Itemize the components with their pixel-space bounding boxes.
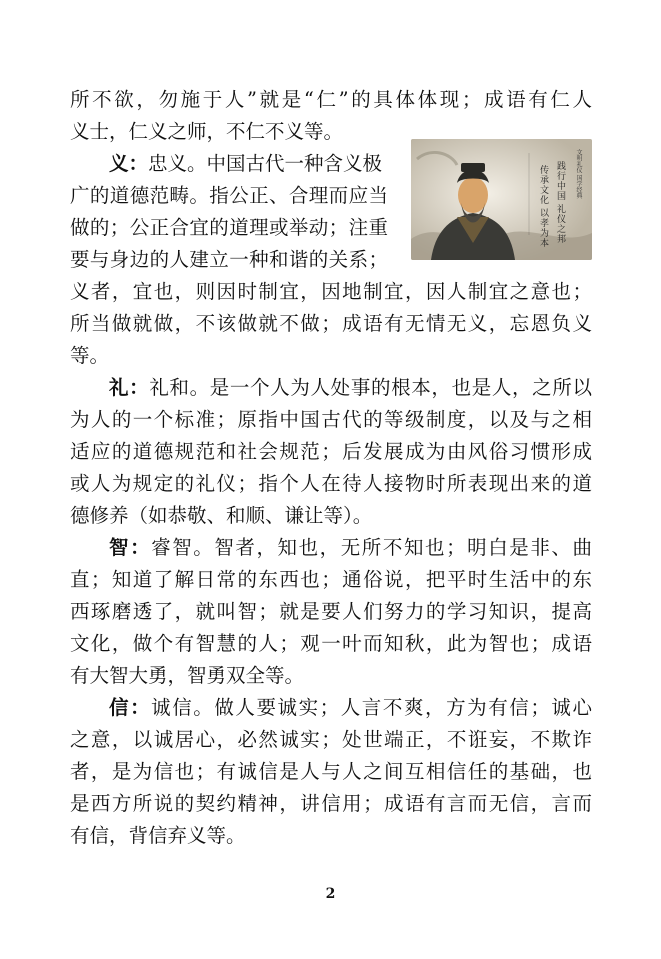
- page-number: 2: [325, 886, 336, 902]
- paragraph-text: 忠义。中国古代一种含义极: [148, 152, 383, 175]
- text-line: 等。: [70, 344, 110, 367]
- figure-small-text: 文明礼仪 国学经典: [575, 149, 581, 199]
- confucius-illustration: [411, 139, 592, 260]
- text-line: 为人的一个标准；原指中国古代的等级制度，以及与之相: [70, 408, 592, 431]
- text-line: 适应的道德规范和社会规范；后发展成为由风俗习惯形成: [70, 440, 592, 463]
- text-line: 做的；公正合宜的道理或举动；注重: [70, 216, 388, 239]
- paragraph-yi-start: [70, 148, 427, 180]
- text-line: 义者，宜也，则因时制宜，因地制宜，因人制宜之意也；: [70, 280, 592, 303]
- term-xin: 信：: [109, 696, 152, 719]
- text-line: 文化，做个有智慧的人；观一叶而知秋，此为智也；成语: [70, 632, 592, 655]
- figure-caption-left: 传承文化 以孝为本: [539, 165, 549, 249]
- text-line: 者，是为信也；有诚信是人与人之间互相信任的基础，也: [70, 760, 592, 783]
- paragraph-zhi-start: [70, 532, 592, 564]
- text-line: 是西方所说的契约精神，讲信用；成语有言而无信，言而: [70, 792, 592, 815]
- term-zhi: 智：: [109, 536, 152, 559]
- text-line: 有大智大勇，智勇双全等。: [70, 664, 305, 687]
- text-line: 德修养（如恭敬、和顺、谦让等）。: [70, 504, 373, 527]
- text-line: 有信，背信弃义等。: [70, 824, 246, 847]
- paragraph-text: 诚信。做人要诚实；人言不爽，方为有信；诚心: [151, 696, 592, 719]
- text-line: 所不欲，勿施于人”就是“仁”的具体体现；成语有仁人: [70, 88, 592, 111]
- document-body: [70, 84, 592, 852]
- text-line: 义士，仁义之师，不仁不义等。: [70, 120, 344, 143]
- text-line: 要与身边的人建立一种和谐的关系；: [70, 248, 388, 271]
- paragraph-text: 睿智。智者，知也，无所不知也；明白是非、曲: [151, 536, 592, 559]
- confucius-portrait-icon: [411, 139, 592, 260]
- paragraph-xin-start: [70, 692, 592, 724]
- figure-caption-right: 践行中国 礼仪之邦: [556, 161, 566, 245]
- term-yi: 义：: [109, 152, 149, 175]
- text-line: 广的道德范畴。指公正、合理而应当: [70, 184, 388, 207]
- text-line: 之意，以诚居心，必然诚实；处世端正，不诳妄，不欺诈: [70, 728, 592, 751]
- term-li: 礼：: [109, 376, 150, 399]
- text-line: 或人为规定的礼仪；指个人在待人接物时所表现出来的道: [70, 472, 592, 495]
- text-line: 所当做就做，不该做就不做；成语有无情无义，忘恩负义: [70, 312, 592, 335]
- paragraph-text: 礼和。是一个人为人处事的根本，也是人，之所以: [149, 376, 592, 399]
- text-line: 直；知道了解日常的东西也；通俗说，把平时生活中的东: [70, 568, 592, 591]
- text-line: 西琢磨透了，就叫智；就是要人们努力的学习知识，提高: [70, 600, 592, 623]
- paragraph-li-start: [70, 372, 592, 404]
